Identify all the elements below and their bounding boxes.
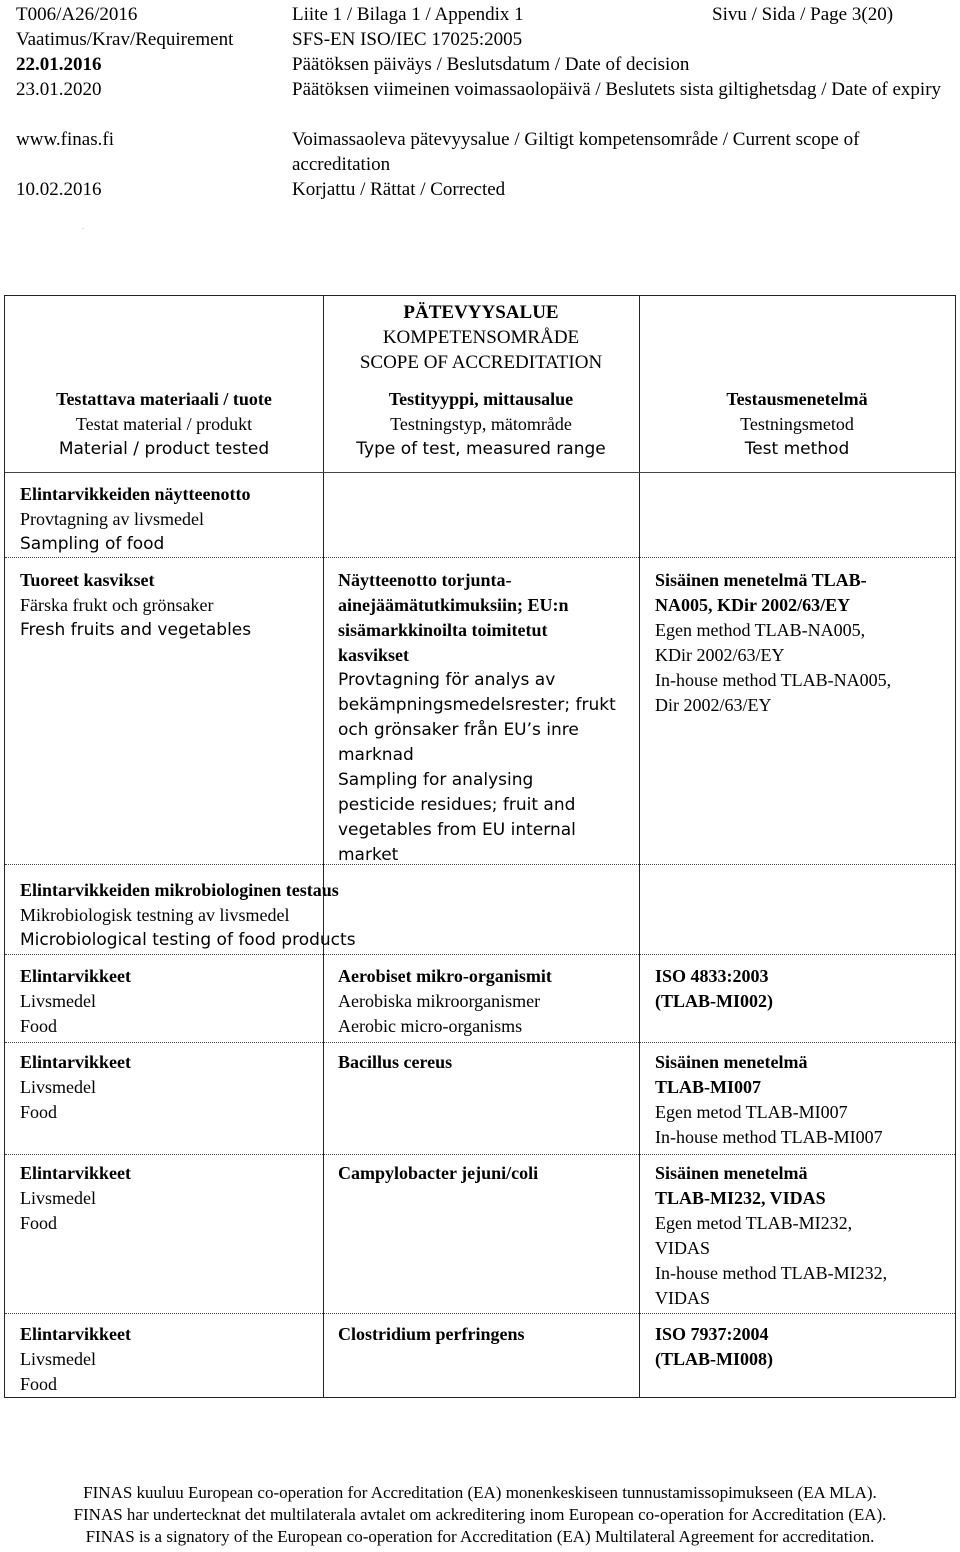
method-line: In-house method TLAB-MI232, [655,1263,888,1283]
method-line: (TLAB-MI002) [655,991,773,1011]
title-sv: KOMPETENSOMRÅDE [382,327,580,348]
website-link[interactable]: www.finas.fi [16,129,114,150]
section-title-sv: Mikrobiologisk testning av livsmedel [20,905,290,925]
section-microbiology [20,878,356,953]
method-line: TLAB-MI007 [655,1077,762,1097]
material-sv: Livsmedel [20,1077,96,1097]
column-header-method [639,387,955,462]
row-bacillus-material [20,1050,131,1125]
method-line: VIDAS [655,1288,711,1308]
method-line: KDir 2002/63/EY [655,645,785,665]
expiry-label: Päätöksen viimeinen voimassaolopäivä / Beslutets sista giltighetsdag / Date of expiry [292,79,942,100]
column-header-en: Test method [744,439,850,459]
test-line: Provtagning för analys av [338,670,556,690]
section-title-en: Microbiological testing of food products [20,930,356,950]
row-clostridium-material [20,1322,131,1397]
test-line: Aerobic micro-organisms [338,1016,523,1036]
material-fi: Elintarvikkeet [20,1163,131,1183]
column-header-material [5,387,323,462]
method-line: (TLAB-MI008) [655,1349,773,1369]
corrected-date: 10.02.2016 [16,179,102,200]
column-header-en: Material / product tested [58,439,270,459]
test-line: ainejäämätutkimuksiin; EU:n [338,595,569,615]
method-line: TLAB-MI232, VIDAS [655,1188,826,1208]
test-line: Campylobacter jejuni/coli [338,1163,539,1183]
section-sampling [20,482,251,557]
test-line: vegetables from EU internal [338,820,576,840]
scope-label: Voimassaoleva pätevyysalue / Giltigt kompetensområde / Current scope of accreditation [292,129,860,175]
page-number: Sivu / Sida / Page 3(20) [712,4,894,25]
method-line: Egen method TLAB-NA005, [655,620,866,640]
decision-date: 22.01.2016 [16,54,102,75]
test-line: Sampling for analysing [338,770,534,790]
table-title [323,300,639,375]
test-line: marknad [338,745,414,765]
column-header-test [323,387,639,462]
title-fi: PÄTEVYYSALUE [403,302,559,323]
requirement-label: Vaatimus/Krav/Requirement [16,29,234,50]
row-divider [5,557,955,558]
method-line: NA005, KDir 2002/63/EY [655,595,851,615]
footer-line-en: FINAS is a signatory of the European co-operation for Accreditation (EA) Multilateral Agreement for accreditation. [85,1527,875,1546]
row-divider [5,954,955,955]
material-en: Fresh fruits and vegetables [20,620,252,640]
column-header-fi: Testattava materiaali / tuote [56,389,272,409]
material-en: Food [20,1213,58,1233]
page-footer [0,1482,960,1548]
row-campylobacter-method [655,1161,887,1311]
test-line: market [338,845,399,865]
section-title-fi: Elintarvikkeiden mikrobiologinen testaus [20,880,339,900]
column-header-sv: Testningsmetod [740,414,854,434]
method-line: ISO 4833:2003 [655,966,769,986]
row-divider [5,1313,955,1314]
column-header-sv: Testat material / produkt [75,414,253,434]
method-line: Sisäinen menetelmä [655,1052,808,1072]
material-fi: Elintarvikkeet [20,1052,131,1072]
method-line: Sisäinen menetelmä TLAB- [655,570,867,590]
test-line: kasvikset [338,645,410,665]
test-line: Aerobiska mikroorganismer [338,991,541,1011]
row-aerobic-material [20,964,131,1039]
decision-label: Päätöksen päiväys / Beslutsdatum / Date of decision [292,54,690,75]
header-divider [5,472,955,473]
row1-test [338,568,616,868]
title-en: SCOPE OF ACCREDITATION [359,352,603,373]
appendix-label: Liite 1 / Bilaga 1 / Appendix 1 [292,4,524,25]
method-line: Egen metod TLAB-MI232, [655,1213,853,1233]
material-fi: Elintarvikkeet [20,966,131,986]
column-header-en: Type of test, measured range [356,439,606,459]
material-sv: Livsmedel [20,991,96,1011]
requirement-value: SFS-EN ISO/IEC 17025:2005 [292,29,523,50]
test-line: Bacillus cereus [338,1052,453,1072]
test-line: Aerobiset mikro-organismit [338,966,552,986]
row-bacillus-method [655,1050,883,1150]
row1-material [20,568,251,643]
section-title-fi: Elintarvikkeiden näytteenotto [20,484,251,504]
row-bacillus-test [338,1050,452,1075]
section-title-en: Sampling of food [20,534,165,554]
method-line: VIDAS [655,1238,711,1258]
row-aerobic-test [338,964,552,1039]
row-campylobacter-material [20,1161,131,1236]
method-line: In-house method TLAB-NA005, [655,670,892,690]
row1-method [655,568,891,718]
test-line: Clostridium perfringens [338,1324,525,1344]
material-sv: Livsmedel [20,1349,96,1369]
material-sv: Färska frukt och grönsaker [20,595,214,615]
row-divider [5,1154,955,1155]
column-header-fi: Testausmenetelmä [726,389,868,409]
row-divider [5,1042,955,1043]
column-header-sv: Testningstyp, mätområde [390,414,572,434]
test-line: och grönsaker från EU’s inre [338,720,579,740]
row-clostridium-method [655,1322,773,1372]
material-sv: Livsmedel [20,1188,96,1208]
test-line: Näytteenotto torjunta- [338,570,512,590]
method-line: Dir 2002/63/EY [655,695,772,715]
stray-dot: . [82,222,84,231]
material-en: Food [20,1374,58,1394]
doc-code: T006/A26/2016 [16,4,138,25]
material-en: Food [20,1016,58,1036]
test-line: bekämpningsmedelsrester; frukt [338,695,616,715]
footer-line-fi: FINAS kuuluu European co-operation for Accreditation (EA) monenkeskiseen tunnustamissopimukseen (EA MLA). [83,1483,877,1502]
material-fi: Elintarvikkeet [20,1324,131,1344]
method-line: Sisäinen menetelmä [655,1163,808,1183]
corrected-label: Korjattu / Rättat / Corrected [292,179,506,200]
footer-line-sv: FINAS har undertecknat det multilaterala avtalet om ackreditering inom European co-operation for Accreditation (EA). [73,1505,887,1524]
column-header-fi: Testityyppi, mittausalue [388,389,574,409]
expiry-date: 23.01.2020 [16,79,102,100]
material-fi: Tuoreet kasvikset [20,570,155,590]
method-line: ISO 7937:2004 [655,1324,769,1344]
test-line: pesticide residues; fruit and [338,795,576,815]
method-line: In-house method TLAB-MI007 [655,1127,883,1147]
section-title-sv: Provtagning av livsmedel [20,509,204,529]
row-clostridium-test [338,1322,525,1347]
scope-table [4,295,956,1398]
row-aerobic-method [655,964,773,1014]
material-en: Food [20,1102,58,1122]
row-campylobacter-test [338,1161,538,1186]
test-line: sisämarkkinoilta toimitetut [338,620,548,640]
method-line: Egen metod TLAB-MI007 [655,1102,848,1122]
